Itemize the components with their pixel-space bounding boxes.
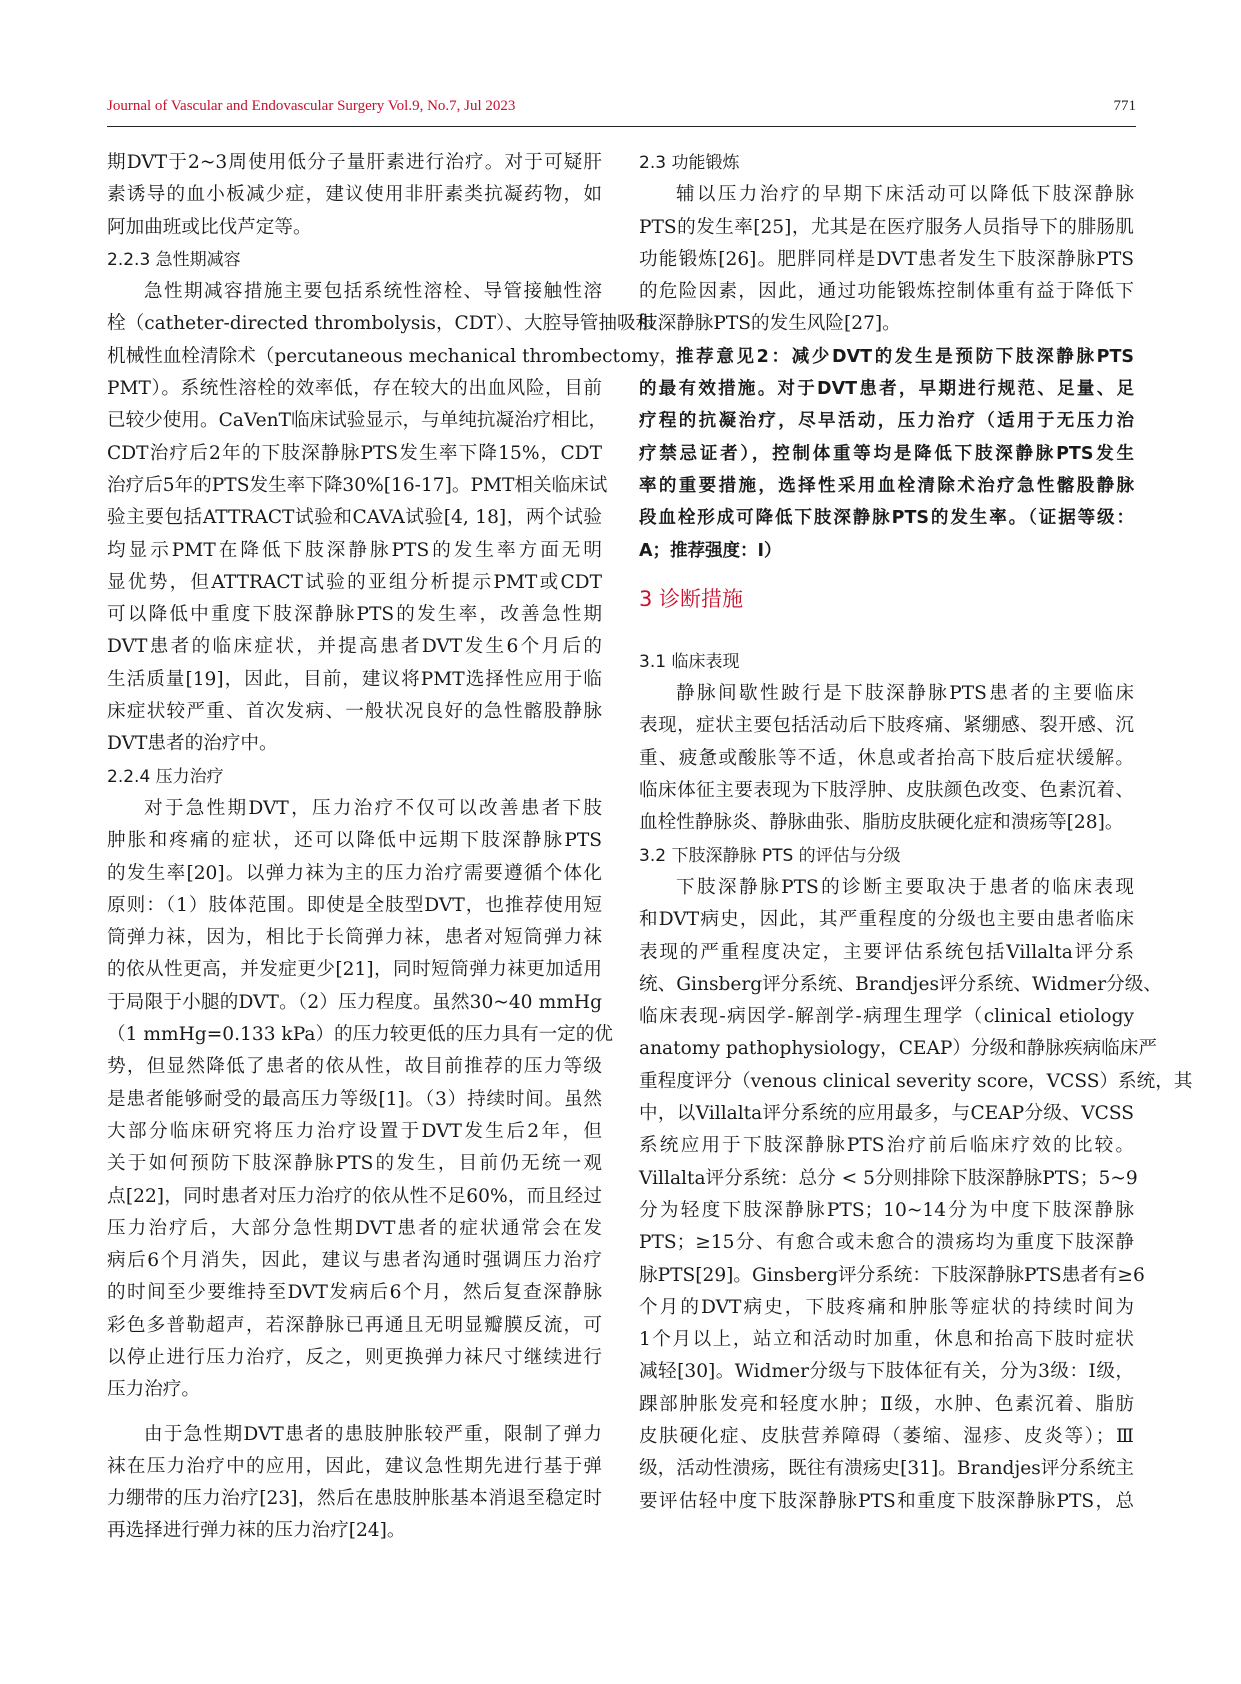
text-line: 素诱导的血小板减少症，建议使用非肝素类抗凝药物，如 xyxy=(107,184,602,206)
text-line: 的发生率[20]。以弹力袜为主的压力治疗需要遵循个体化 xyxy=(107,862,602,884)
recommendation-line: 段血栓形成可降低下肢深静脉PTS的发生率。（证据等级： xyxy=(639,508,1134,529)
text-line: 验主要包括ATTRACT试验和CAVA试验[4, 18]，两个试验 xyxy=(107,507,602,529)
recommendation-line: 推荐意见2：减少DVT的发生是预防下肢深静脉PTS xyxy=(676,346,1134,367)
paragraph-gap xyxy=(639,567,1134,579)
text-line: PMT）。系统性溶栓的效率低，存在较大的出血风险，目前 xyxy=(107,378,602,400)
text-line: 治疗后5年的PTS发生率下降30%[16-17]。PMT相关临床试 xyxy=(107,474,608,496)
recommendation-line: 疗程的抗凝治疗，尽早活动，压力治疗（适用于无压力治 xyxy=(639,411,1134,432)
text-line: 对于急性期DVT，压力治疗不仅可以改善患者下肢 xyxy=(144,797,602,819)
recommendation-line: 疗禁忌证者），控制体重等均是降低下肢深静脉PTS发生 xyxy=(639,443,1134,464)
recommendation-line: 率的重要措施，选择性采用血栓清除术治疗急性髂股静脉 xyxy=(639,475,1134,496)
text-line: 临床表现-病因学-解剖学-病理生理学（clinical etiology xyxy=(639,1006,1134,1028)
text-line: 脉PTS[29]。Ginsberg评分系统：下肢深静脉PTS患者有≥6 xyxy=(639,1264,1145,1286)
text-line: 级，活动性溃疡，既往有溃疡史[31]。Brandjes评分系统主 xyxy=(639,1458,1134,1480)
text-line: 压力治疗。 xyxy=(107,1379,200,1401)
text-line: 筒弹力袜，因为，相比于长筒弹力袜，患者对短筒弹力袜 xyxy=(107,927,602,949)
text-line: 系统应用于下肢深静脉PTS治疗前后临床疗效的比较。 xyxy=(639,1135,1134,1157)
text-line: 显优势，但ATTRACT试验的亚组分析提示PMT或CDT xyxy=(107,571,602,593)
text-line: 关于如何预防下肢深静脉PTS的发生，目前仍无统一观 xyxy=(107,1153,602,1175)
text-line: DVT患者的治疗中。 xyxy=(107,733,278,755)
text-line: 表现的严重程度决定，主要评估系统包括Villalta评分系 xyxy=(639,941,1134,963)
text-line: 1个月以上，站立和活动时加重，休息和抬高下肢时症状 xyxy=(639,1329,1134,1351)
text-line: 下肢深静脉PTS的诊断主要取决于患者的临床表现 xyxy=(676,876,1134,898)
text-line: 分为轻度下肢深静脉PTS；10~14分为中度下肢深静脉 xyxy=(639,1199,1134,1221)
text-line: anatomy pathophysiology，CEAP）分级和静脉疾病临床严 xyxy=(639,1038,1157,1060)
text-line: 静脉间歇性跛行是下肢深静脉PTS患者的主要临床 xyxy=(676,683,1134,705)
subsection-heading: 3.1 临床表现 xyxy=(639,651,740,672)
text-line: 大部分临床研究将压力治疗设置于DVT发生后2年，但 xyxy=(107,1120,602,1142)
text-line: 彩色多普勒超声，若深静脉已再通且无明显瓣膜反流，可 xyxy=(107,1314,602,1336)
text-line: 可以降低中重度下肢深静脉PTS的发生率，改善急性期 xyxy=(107,604,602,626)
text-line: 原则：（1）肢体范围。即使是全肢型DVT，也推荐使用短 xyxy=(107,894,602,916)
journal-citation: Journal of Vascular and Endovascular Surgery Vol.9, No.7, Jul 2023 xyxy=(107,98,516,114)
paragraph-gap xyxy=(107,1407,602,1419)
text-line: 重程度评分（venous clinical severity score，VCSS）系统，其 xyxy=(639,1070,1193,1092)
text-line: 点[22]，同时患者对压力治疗的依从性不足60%，而且经过 xyxy=(107,1185,602,1207)
text-line: 踝部肿胀发亮和轻度水肿；Ⅱ级，水肿、色素沉着、脂肪 xyxy=(639,1393,1134,1415)
text-line: 中，以Villalta评分系统的应用最多，与CEAP分级、VCSS xyxy=(639,1103,1134,1125)
text-line: 是患者能够耐受的最高压力等级[1]。（3）持续时间。虽然 xyxy=(107,1088,602,1110)
subsection-heading: 2.2.4 压力治疗 xyxy=(107,766,224,787)
recommendation-line: A；推荐强度：Ⅰ） xyxy=(639,540,782,561)
text-line: 栓（catheter-directed thrombolysis，CDT）、大腔导管抽吸和 xyxy=(107,313,655,335)
text-line: 表现，症状主要包括活动后下肢疼痛、紧绷感、裂开感、沉 xyxy=(639,715,1134,737)
text-line: PTS的发生率[25]，尤其是在医疗服务人员指导下的腓肠肌 xyxy=(639,216,1134,238)
page-number: 771 xyxy=(1113,98,1136,114)
paragraph-gap xyxy=(639,619,1134,646)
text-line: 期DVT于2~3周使用低分子量肝素进行治疗。对于可疑肝 xyxy=(107,152,602,173)
subsection-heading: 2.2.3 急性期减容 xyxy=(107,249,241,270)
left-column xyxy=(107,147,678,1548)
section-heading: 3 诊断措施 xyxy=(639,586,744,611)
text-line: 病后6个月消失，因此，建议与患者沟通时强调压力治疗 xyxy=(107,1250,602,1272)
text-line: 重、疲惫或酸胀等不适，休息或者抬高下肢后症状缓解。 xyxy=(639,747,1134,769)
text-line: 血栓性静脉炎、静脉曲张、脂肪皮肤硬化症和溃疡等[28]。 xyxy=(639,812,1124,834)
text-line: 均显示PMT在降低下肢深静脉PTS的发生率方面无明 xyxy=(107,539,602,561)
text-line: 于局限于小腿的DVT。（2）压力程度。虽然30~40 mmHg xyxy=(107,991,602,1013)
text-line: 要评估轻中度下肢深静脉PTS和重度下肢深静脉PTS，总 xyxy=(639,1490,1134,1512)
text-line: 功能锻炼[26]。肥胖同样是DVT患者发生下肢深静脉PTS xyxy=(639,248,1134,270)
text-line: 临床体征主要表现为下肢浮肿、皮肤颜色改变、色素沉着、 xyxy=(639,780,1134,802)
text-line: 的依从性更高，并发症更少[21]，同时短筒弹力袜更加适用 xyxy=(107,959,602,981)
text-line: 皮肤硬化症、皮肤营养障碍（萎缩、湿疹、皮炎等）；Ⅲ xyxy=(639,1425,1134,1447)
subsection-heading: 2.3 功能锻炼 xyxy=(639,153,740,173)
running-header xyxy=(107,98,1136,122)
text-line: 肿胀和疼痛的症状，还可以降低中远期下肢深静脉PTS xyxy=(107,830,602,852)
text-line: 床症状较严重、首次发病、一般状况良好的急性髂股静脉 xyxy=(107,701,602,723)
text-line: 肢深静脉PTS的发生风险[27]。 xyxy=(639,313,901,335)
text-line: 机械性血栓清除术（percutaneous mechanical thrombectomy， xyxy=(107,345,678,367)
text-line: 生活质量[19]，因此，目前，建议将PMT选择性应用于临 xyxy=(107,668,602,690)
text-line: 的危险因素，因此，通过功能锻炼控制体重有益于降低下 xyxy=(639,281,1134,303)
text-line: Villalta评分系统：总分 < 5分则排除下肢深静脉PTS；5~9 xyxy=(639,1167,1138,1189)
text-line: 阿加曲班或比伐芦定等。 xyxy=(107,216,312,238)
text-line: CDT治疗后2年的下肢深静脉PTS发生率下降15%，CDT xyxy=(107,442,602,464)
text-line: 以停止进行压力治疗，反之，则更换弹力袜尺寸继续进行 xyxy=(107,1346,602,1368)
text-line: PTS；≥15分、有愈合或未愈合的溃疡均为重度下肢深静 xyxy=(639,1232,1134,1254)
text-line: 再选择进行弹力袜的压力治疗[24]。 xyxy=(107,1520,406,1542)
text-line: 减轻[30]。Widmer分级与下肢体征有关，分为3级：Ⅰ级， xyxy=(639,1361,1134,1383)
subsection-heading: 3.2 下肢深静脉 PTS 的评估与分级 xyxy=(639,845,901,866)
header-rule xyxy=(107,126,1136,127)
recommendation-line: 的最有效措施。对于DVT患者，早期进行规范、足量、足 xyxy=(639,379,1134,400)
right-column xyxy=(639,147,1193,1518)
text-line: 力绷带的压力治疗[23]，然后在患肢肿胀基本消退至稳定时 xyxy=(107,1488,602,1510)
text-line: 急性期减容措施主要包括系统性溶栓、导管接触性溶 xyxy=(144,281,602,303)
text-line: 势，但显然降低了患者的依从性，故目前推荐的压力等级 xyxy=(107,1056,602,1078)
text-line: 压力治疗后，大部分急性期DVT患者的症状通常会在发 xyxy=(107,1217,602,1239)
text-line: 辅以压力治疗的早期下床活动可以降低下肢深静脉 xyxy=(676,184,1134,206)
text-line: 统、Ginsberg评分系统、Brandjes评分系统、Widmer分级、 xyxy=(639,973,1162,995)
text-line: 和DVT病史，因此，其严重程度的分级也主要由患者临床 xyxy=(639,909,1134,931)
text-line: 个月的DVT病史，下肢疼痛和肿胀等症状的持续时间为 xyxy=(639,1296,1134,1318)
text-line: 由于急性期DVT患者的患肢肿胀较严重，限制了弹力 xyxy=(144,1423,602,1445)
text-line: 袜在压力治疗中的应用，因此，建议急性期先进行基于弹 xyxy=(107,1455,602,1477)
text-line: （1 mmHg=0.133 kPa）的压力较更低的压力具有一定的优 xyxy=(107,1024,613,1046)
text-line: 的时间至少要维持至DVT发病后6个月，然后复查深静脉 xyxy=(107,1282,602,1304)
text-line: 已较少使用。CaVenT临床试验显示，与单纯抗凝治疗相比， xyxy=(107,410,608,432)
text-line: DVT患者的临床症状，并提高患者DVT发生6个月后的 xyxy=(107,636,602,658)
